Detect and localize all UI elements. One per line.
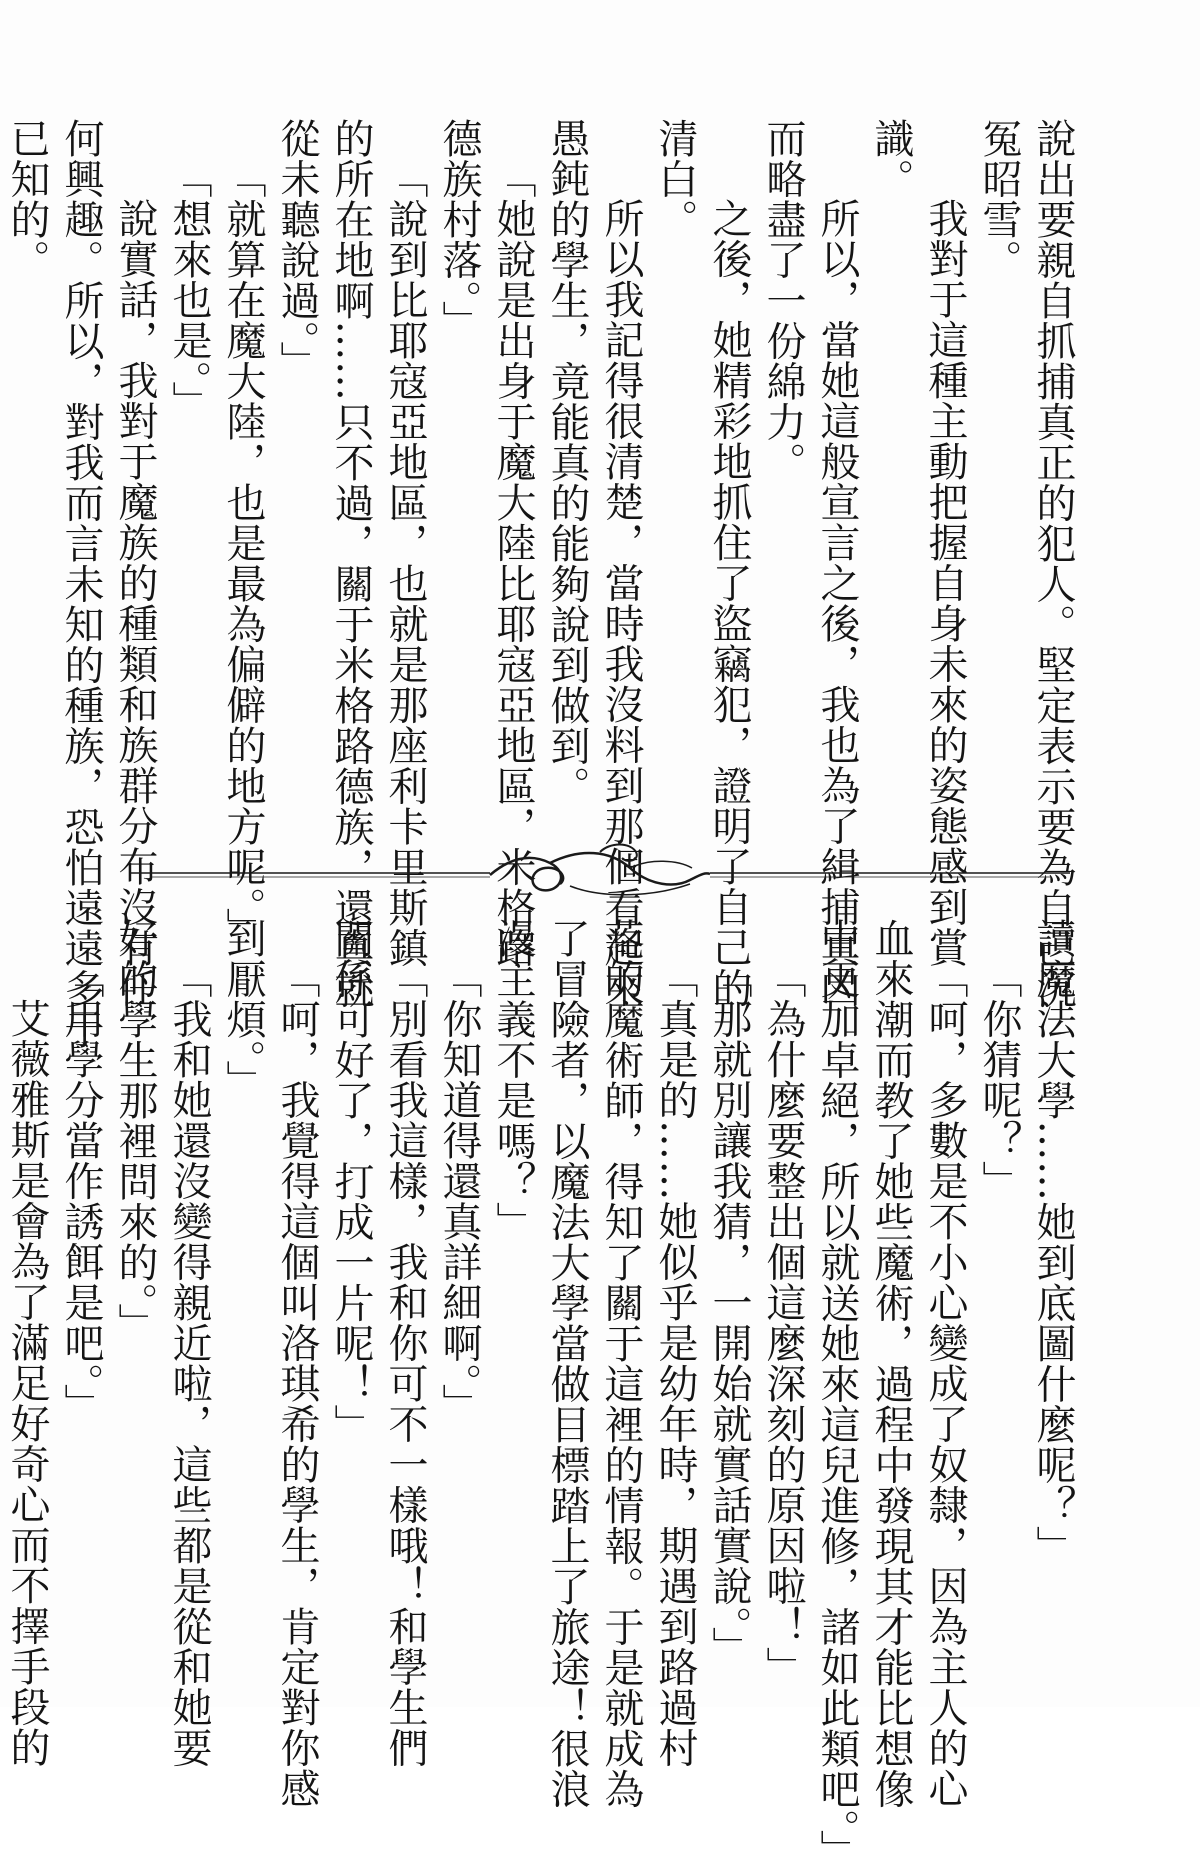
dialogue-column: 「那就別讓我猜，一開始就實話實說。」: [706, 958, 752, 1667]
dialogue-column: 「為什麼要整出個這麼深刻的原因啦！」: [760, 958, 806, 1687]
text-column: 落的魔術師，得知了關于這裡的情報。于是就成為: [598, 918, 644, 1809]
dialogue-column: 「想來也是。」: [166, 158, 212, 422]
text-column: 我對于這種主動把握自身未來的姿態感到賞: [922, 198, 968, 968]
text-column: 冤昭雪。: [976, 118, 1022, 280]
text-column: 所以我記得很清楚，當時我沒料到那個看起來: [598, 198, 644, 1008]
dialogue-column: 「你知道得還真詳細啊。」: [436, 958, 482, 1424]
dialogue-column: 「就算在魔大陸，也是最為偏僻的地方呢。」: [220, 158, 266, 948]
text-column: 而略盡了一份綿力。: [760, 118, 806, 483]
text-column: 已知的。: [4, 118, 50, 280]
text-column: 德族村落。」: [436, 118, 482, 341]
dialogue-column: 「你猜呢？」: [976, 958, 1022, 1201]
text-column: 的所在地啊……只不過，關于米格路德族，還真就: [328, 118, 374, 1009]
text-column: 說出要親自抓捕真正的犯人。堅定表示要為自己沉: [1030, 118, 1076, 1009]
text-column: 好的學生那裡問來的。」: [112, 918, 158, 1344]
text-column: 到厭煩。」: [220, 918, 266, 1101]
text-column: 之後，她精彩地抓住了盜竊犯，證明了自己的: [706, 198, 752, 1008]
text-column: 血來潮而教了她些魔術，過程中發現其才能比想像: [868, 918, 914, 1809]
text-column: 關係可好了，打成一片呢！」: [328, 918, 374, 1445]
dialogue-column: 「我和她還沒變得親近啦，這些都是從和她要: [166, 958, 212, 1768]
text-column: 從未聽說過。」: [274, 118, 320, 382]
text-column: 所以，當她這般宣言之後，我也為了緝捕真凶: [814, 198, 860, 1008]
text-column: 艾薇雅斯是會為了滿足好奇心而不擇手段的: [4, 998, 50, 1768]
dialogue-column: 「說到比耶寇亞地區，也就是那座利卡里斯鎮: [382, 158, 428, 968]
dialogue-column: 「呵，多數是不小心變成了奴隸，因為主人的心: [922, 958, 968, 1809]
text-column: 清白。: [652, 118, 698, 240]
text-column: 了冒險者，以魔法大學當做目標踏上了旅途！很浪: [544, 918, 590, 1809]
dialogue-column: 「別看我這樣，我和你可不一樣哦！和學生們: [382, 958, 428, 1768]
text-column: 讀魔法大學……她到底圖什麼呢？」: [1030, 918, 1076, 1566]
text-column: 說實話，我對于魔族的種類和族群分布沒有任: [112, 198, 158, 1008]
text-column: 何興趣。所以，對我而言未知的種族，恐怕遠遠多于: [58, 118, 104, 1050]
text-column: 愚鈍的學生，竟能真的能夠說到做到。: [544, 118, 590, 807]
dialogue-column: 「真是的……她似乎是幼年時，期遇到路過村: [652, 958, 698, 1768]
dialogue-column: 「呵，我覺得這個叫洛琪希的學生，肯定對你感: [274, 958, 320, 1809]
text-column: 漫主義不是嗎？」: [490, 918, 536, 1242]
text-column: 識。: [868, 118, 914, 199]
dialogue-column: 「她說是出身于魔大陸比耶寇亞地區，米格路: [490, 158, 536, 968]
bottom-text-block: [4, 918, 1080, 1870]
flourish-divider-icon: [130, 838, 1070, 908]
text-column: 中更加卓絕，所以就送她來這兒進修，諸如此類吧。」: [814, 918, 860, 1870]
dialogue-column: 「用學分當作誘餌是吧。」: [58, 958, 104, 1424]
